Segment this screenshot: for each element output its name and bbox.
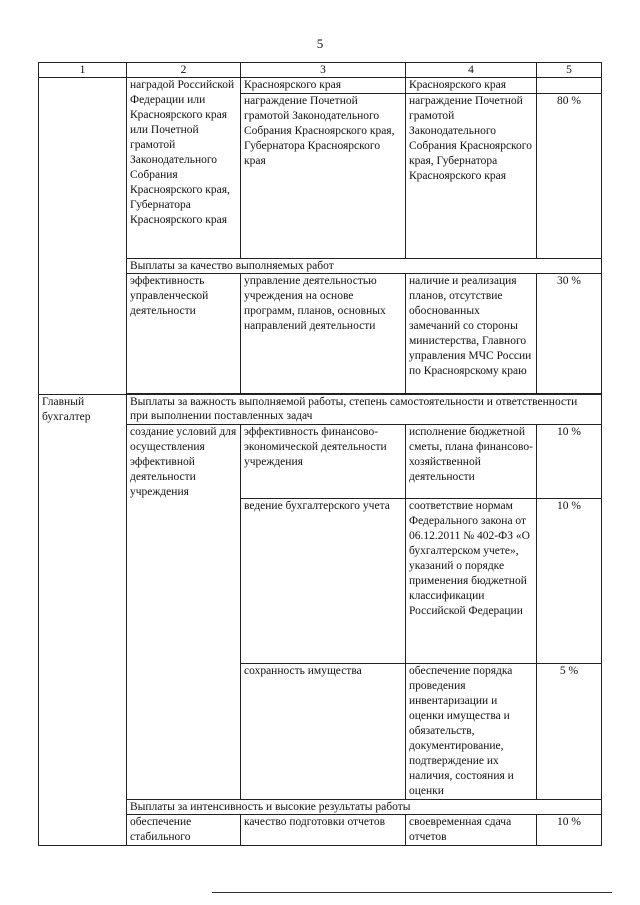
page-number: 5: [316, 36, 324, 51]
condition-cell: эффективность финансово-экономической деятельности учреждения: [241, 425, 406, 499]
section-title: Выплаты за качество выполняемых работ: [127, 259, 602, 274]
indicator-cell: обеспечение порядка проведения инвентаризации и оценки имущества и обязательств, документирование, подтверждение их наличия, состояния и оценки: [406, 664, 537, 800]
percent-cell: 10 %: [537, 499, 602, 664]
section-title: Выплаты за важность выполняемой работы, степень самостоятельности и ответственности при выполнении поставленных задач: [127, 395, 602, 425]
table-row: [39, 78, 602, 94]
indicator-cell: исполнение бюджетной сметы, плана финансово-хозяйственной деятельности: [406, 425, 537, 499]
column-header: 2: [127, 63, 241, 78]
percent-cell: 5 %: [537, 664, 602, 800]
criterion-cell: наградой Российской Федерации или Красноярского края или Почетной грамотой Законодательного Собрания Красноярского края, Губернатора Красноярского края: [127, 78, 241, 259]
criterion-cell: обеспечение стабильного: [127, 815, 241, 846]
indicator-cell: своевременная сдача отчетов: [406, 815, 537, 846]
position-cell: Главный бухгалтер: [39, 395, 127, 846]
condition-cell: ведение бухгалтерского учета: [241, 499, 406, 664]
percent-cell: 80 %: [537, 94, 602, 259]
condition-cell: управление деятельностью учреждения на основе программ, планов, основных направлений деятельности: [241, 274, 406, 394]
percent-cell: [537, 78, 602, 94]
criteria-table: [38, 62, 602, 846]
condition-cell: награждение Почетной грамотой Законодательного Собрания Красноярского края, Губернатора Красноярского края: [241, 94, 406, 259]
percent-cell: 30 %: [537, 274, 602, 394]
indicator-cell: наличие и реализация планов, отсутствие обоснованных замечаний со стороны министерства, Главного управления МЧС России по Красноярскому краю: [406, 274, 537, 394]
position-cell: [39, 78, 127, 395]
indicator-cell: Красноярского края: [406, 78, 537, 94]
criterion-cell: эффективность управленческой деятельности: [127, 274, 241, 394]
column-header: 4: [406, 63, 537, 78]
indicator-cell: награждение Почетной грамотой Законодательного Собрания Красноярского края, Губернатора Красноярского края: [406, 94, 537, 259]
percent-cell: 10 %: [537, 425, 602, 499]
section-title: Выплаты за интенсивность и высокие результаты работы: [127, 800, 602, 815]
footer-divider: [212, 892, 612, 893]
condition-cell: качество подготовки отчетов: [241, 815, 406, 846]
column-header: 3: [241, 63, 406, 78]
condition-cell: сохранность имущества: [241, 664, 406, 800]
column-header: 5: [537, 63, 602, 78]
indicator-cell: соответствие нормам Федерального закона от 06.12.2011 № 402-ФЗ «О бухгалтерском учете», указаний о порядке применения бюджетной классификации Российской Федерации: [406, 499, 537, 664]
column-header: 1: [39, 63, 127, 78]
condition-cell: Красноярского края: [241, 78, 406, 94]
percent-cell: 10 %: [537, 815, 602, 846]
section-row: [39, 395, 602, 425]
table-header-row: [39, 63, 602, 78]
criterion-cell: создание условий для осуществления эффективной деятельности учреждения: [127, 425, 241, 800]
